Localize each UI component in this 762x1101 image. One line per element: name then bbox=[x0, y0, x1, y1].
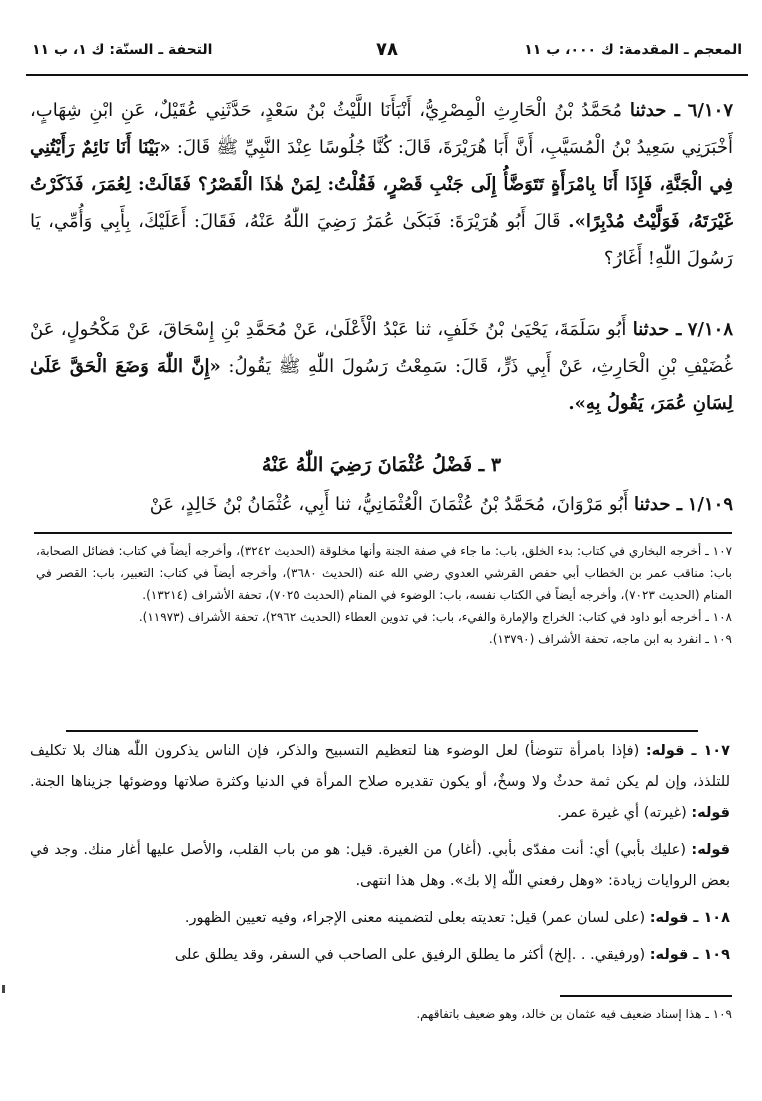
commentary-lead: ١٠٨ ـ قوله: bbox=[649, 910, 730, 926]
commentary-paragraph bbox=[30, 903, 730, 934]
commentary-separator bbox=[66, 730, 698, 732]
margin-mark bbox=[2, 985, 5, 993]
commentary bbox=[30, 736, 730, 977]
commentary-lead: قوله: bbox=[691, 805, 730, 821]
page-number: ٧٨ bbox=[376, 39, 398, 60]
hadith-number: ٦/١٠٧ bbox=[687, 100, 733, 121]
hadith-matn: «إِنَّ اللّٰهَ وَضَعَ الْحَقَّ عَلَىٰ لِسَانِ عُمَرَ، يَقُولُ بِهِ». bbox=[30, 356, 733, 414]
hadith-opening: ـ حدثنا bbox=[632, 319, 682, 340]
commentary-lead: قوله: bbox=[691, 842, 731, 858]
commentary-lead: ١٠٧ ـ قوله: bbox=[645, 743, 730, 759]
commentary-paragraph bbox=[30, 736, 730, 829]
commentary-paragraph bbox=[30, 940, 730, 971]
commentary-text: (فإذا بامرأة تتوضأ) لعل الوضوء هنا لتعظيم التسبيح والذكر، فإن الناس يذكرون اللّٰه هناك بلا تكليف للتلذذ، وإن لم يكن ثمة حدثٌ ولا وسخٌ، أو يكون تقديره صلاح المرأة في الدنيا وكثرة صلاتها ووضوئها جزيناها الجنة. bbox=[30, 743, 730, 790]
takhrij-note: ١٠٨ ـ أخرجه أبو داود في كتاب: الخراج والإمارة والفيء، باب: في تدوين العطاء (الحديث ٢٩٦٢)، تحفة الأشراف (١١٩٧٣). bbox=[138, 610, 732, 624]
hadith-opening: ـ حدثنا bbox=[629, 100, 680, 121]
section-title: ٣ ـ فَضْلُ عُثْمَانَ رَضِيَ اللّٰهُ عَنْهُ bbox=[261, 454, 502, 476]
hadith-109 bbox=[30, 486, 733, 523]
commentary-paragraph bbox=[30, 835, 730, 897]
takhrij-separator bbox=[34, 532, 732, 534]
hadith-isnad: أَبُو سَلَمَةَ، يَحْيَىٰ بْنُ خَلَفٍ، ثنا عَبْدُ الْأَعْلَىٰ، عَنْ مُحَمَّدِ بْنِ إِسْحَاقَ، عَنْ مَكْحُولٍ، عَنْ غُضَيْفِ بْنِ الْحَارِثِ، عَنْ أَبِي ذَرٍّ، قَالَ: سَمِعْتُ رَسُولَ اللّٰهِ ﷺ يَقُولُ: bbox=[30, 319, 733, 377]
footnote: ١٠٩ ـ هذا إسناد ضعيف فيه عثمان بن خالد، وهو ضعيف باتفاقهم. bbox=[416, 1007, 732, 1021]
running-header bbox=[26, 36, 748, 76]
takhrij-notes bbox=[36, 540, 732, 650]
commentary-text: (ورفيقي. . .إلخ) أكثر ما يطلق الرفيق على الصاحب في السفر، وقد يطلق على bbox=[174, 947, 646, 963]
commentary-lead: ١٠٩ ـ قوله: bbox=[649, 947, 730, 963]
header-right-reference: المعجم ـ المقدمة: ك ٠٠٠، ب ١١ bbox=[524, 42, 742, 58]
commentary-text: (غيرته) أي غيرة عمر. bbox=[557, 805, 687, 821]
commentary-text: (على لسان عمر) قيل: تعديته بعلى لتضمينه معنى الإجراء، وفيه تعيين الظهور. bbox=[184, 910, 646, 926]
hadith-matn: «بَيْنَا أَنَا نَائِمٌ رَأَيْتُنِي فِي الْجَنَّةِ، فَإِذَا أَنَا بِامْرَأَةٍ تَتَوَضَّأُ إِلَى جَنْبِ قَصْرٍ، فَقُلْتُ: لِمَنْ هٰذَا الْقَصْرُ؟ فَقَالَتْ: لِعُمَرَ، فَذَكَرْتُ غَيْرَتَهُ، فَوَلَّيْتُ مُدْبِرًا». bbox=[30, 137, 733, 232]
takhrij-note: ١٠٩ ـ انفرد به ابن ماجه، تحفة الأشراف (١٣٧٩٠). bbox=[488, 632, 732, 646]
hadith-number: ١/١٠٩ bbox=[687, 494, 733, 515]
hadith-107 bbox=[30, 92, 733, 277]
hadith-opening: ـ حدثنا bbox=[633, 494, 683, 515]
hadith-isnad: مُحَمَّدُ بْنُ الْحَارِثِ الْمِصْرِيُّ، أَنْبَأَنَا اللَّيْثُ بْنُ سَعْدٍ، حَدَّثَنِي عُقَيْلٌ، عَنِ ابْنِ شِهَابٍ، أَخْبَرَنِي سَعِيدُ بْنُ الْمُسَيَّبِ، أَنَّ أَبَا هُرَيْرَةَ، قَالَ: كُنَّا جُلُوسًا عِنْدَ النَّبِيِّ ﷺ قَالَ: bbox=[30, 100, 733, 158]
header-left-reference: التحفة ـ السنّة: ك ١، ب ١١ bbox=[32, 42, 213, 58]
hadith-number: ٧/١٠٨ bbox=[687, 319, 733, 340]
commentary-text: (عليك بأبي) أي: أنت مفدّى بأبي. (أغار) من الغيرة. قيل: هو من باب القلب، والأصل عليها أغار منك. وجد في بعض الروايات زيادة: «وهل رفعني اللّٰه إلا بك». وهل هذا انتهى. bbox=[30, 842, 730, 889]
footnote-separator bbox=[560, 995, 732, 997]
hadith-isnad: أَبُو مَرْوَانَ، مُحَمَّدُ بْنُ عُثْمَانَ الْعُثْمَانِيُّ، ثنا أَبِي، عُثْمَانُ بْنُ خَالِدٍ، عَنْ bbox=[149, 494, 629, 515]
takhrij-note: ١٠٧ ـ أخرجه البخاري في كتاب: بدء الخلق، باب: ما جاء في صفة الجنة وأنها مخلوقة (الحديث ٣٢٤٢)، وأخرجه أيضاً في كتاب: فضائل الصحابة، باب: مناقب عمر بن الخطاب أبي حفص القرشي العدوي رضي الله عنه (الحديث ٣٦٨٠)، وأخرجه أيضاً في كتاب: التعبير، باب: القصر في المنام (الحديث ٧٠٢٣)، وأخرجه أيضاً في الكتاب نفسه، باب: الوضوء في المنام (الحديث ٧٠٢٥)، تحفة الأشراف (١٣٢١٤). bbox=[36, 544, 733, 602]
hadith-108 bbox=[30, 311, 733, 422]
hadith-continuation: قَالَ أَبُو هُرَيْرَةَ: فَبَكَىٰ عُمَرُ رَضِيَ اللّٰهُ عَنْهُ، فَقَالَ: أَعَلَيْكَ، بِأَبِي وَأُمِّي، يَا رَسُولَ اللّٰهِ! أَغَارُ؟ bbox=[30, 211, 733, 269]
